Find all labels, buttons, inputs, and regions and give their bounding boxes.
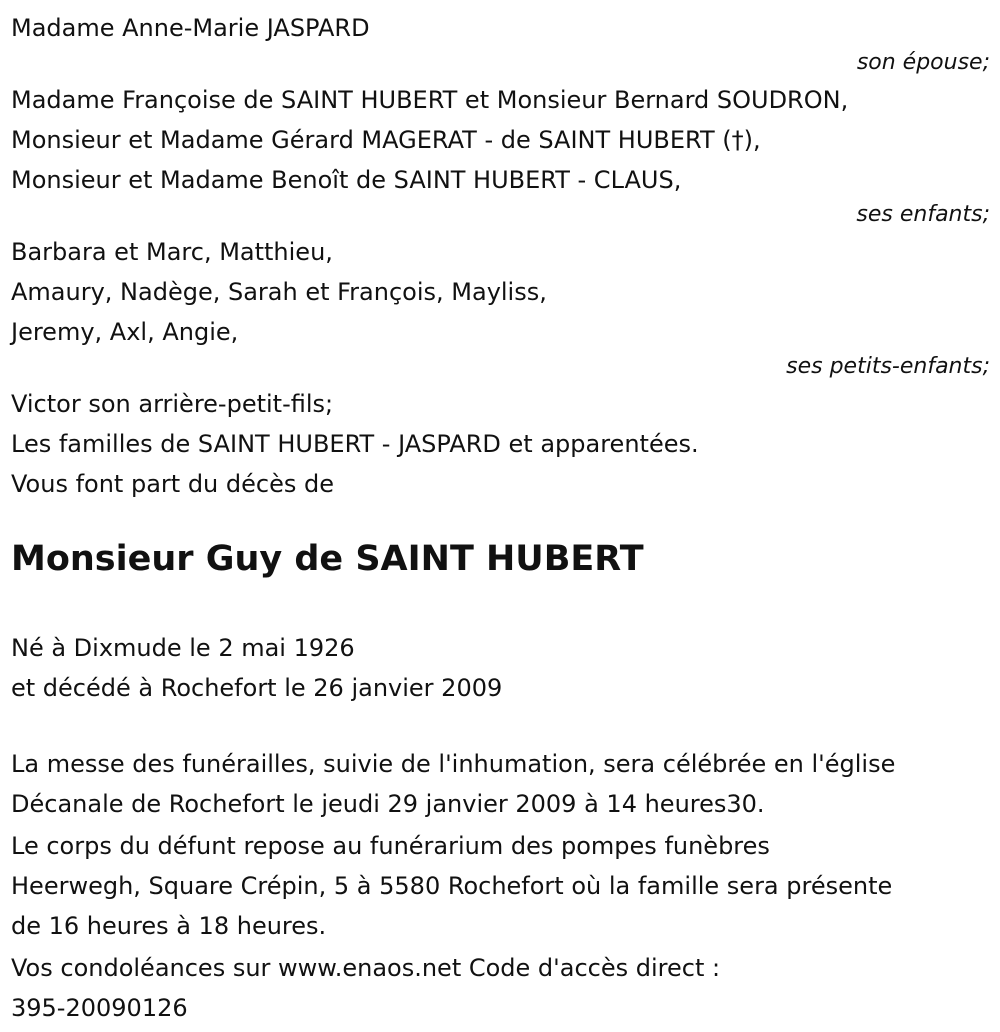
announcement-line: Vous font part du décès de	[11, 470, 334, 498]
viewing-line: Le corps du défunt repose au funérarium des pompes funèbres	[11, 832, 770, 860]
funeral-line: La messe des funérailles, suivie de l'inhumation, sera célébrée en l'église	[11, 750, 896, 778]
death-line: et décédé à Rochefort le 26 janvier 2009	[11, 674, 503, 702]
child-line: Monsieur et Madame Benoît de SAINT HUBERT - CLAUS,	[11, 166, 682, 194]
grandchild-line: Barbara et Marc, Matthieu,	[11, 238, 333, 266]
funeral-line: Décanale de Rochefort le jeudi 29 janvier 2009 à 14 heures30.	[11, 790, 765, 818]
great-grandchild-line: Victor son arrière-petit-fils;	[11, 390, 334, 418]
spouse-role: son épouse;	[856, 50, 990, 75]
grandchildren-role: ses petits-enfants;	[786, 354, 990, 379]
birth-line: Né à Dixmude le 2 mai 1926	[11, 634, 355, 662]
child-line: Madame Françoise de SAINT HUBERT et Monsieur Bernard SOUDRON,	[11, 86, 849, 114]
children-role: ses enfants;	[856, 202, 990, 227]
viewing-line: de 16 heures à 18 heures.	[11, 912, 327, 940]
condolences-line: Vos condoléances sur www.enaos.net Code d'accès direct :	[11, 954, 721, 982]
viewing-line: Heerwegh, Square Crépin, 5 à 5580 Rochefort où la famille sera présente	[11, 872, 893, 900]
families-line: Les familles de SAINT HUBERT - JASPARD et apparentées.	[11, 430, 699, 458]
grandchild-line: Jeremy, Axl, Angie,	[11, 318, 239, 346]
access-code: 395-20090126	[11, 994, 188, 1022]
child-line: Monsieur et Madame Gérard MAGERAT - de SAINT HUBERT (†),	[11, 126, 761, 154]
spouse-name: Madame Anne-Marie JASPARD	[11, 14, 370, 42]
deceased-name: Monsieur Guy de SAINT HUBERT	[11, 539, 644, 579]
grandchild-line: Amaury, Nadège, Sarah et François, Mayliss,	[11, 278, 547, 306]
